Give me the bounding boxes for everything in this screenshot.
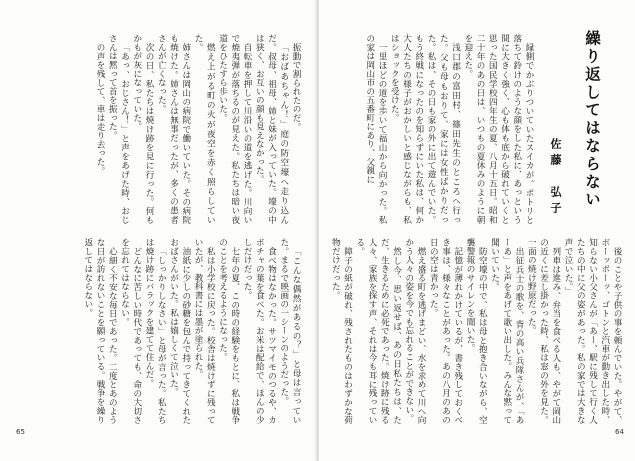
paragraph: 「こんな偶然があるの？」と母は言っていた。まるで映画の一シーンのようだった。: [278, 238, 301, 424]
paragraph: 自転車を押して川沿いの道を逃げた。川向いで焼夷弾が落ちるのが見えた。私たちは暗い夜道をひたすら歩いた。: [217, 34, 252, 224]
paragraph: 障子の紙が破れ、残されたものはわずかな荷物だけだった。: [330, 238, 353, 424]
paragraph: の声を残して、車は走り去った。: [95, 42, 105, 175]
right-page: [319, 0, 635, 461]
author-name: 佐藤 弘子: [549, 138, 562, 218]
paragraph: どんなに苦しい時代であっても、命の大切さを忘れてはならない。: [119, 238, 142, 424]
paragraph: 油紙に少しの砂糖を包んで持ってきてくれたおばさんがいた。私は嬉しくて泣いた。: [168, 238, 191, 424]
paragraph: 然し今、思い返せば、あの日私たちは、ただ、生きるために必死であった。焼け跡に残る人々、家族を探す声、それは今も耳に残っている。: [354, 238, 402, 424]
paragraph: 「あっ、おじさん！」と声をあげた時、おじさんは黙って首を振った。: [107, 34, 130, 224]
paragraph: 姉さんは岡山の病院で働いていた。その病院も焼けた。姉さんは無事だったが、多くの患者さんが亡くなった。: [156, 34, 191, 224]
paragraph: 「しっかりしなさい」と母が言った。私たちは焼け跡にバラックを建てて住んだ。: [144, 238, 167, 424]
paragraph: 食べ物はなかった。サツマイモのつるや、カボチャの葉を食べた。お米は配給で、ほんの少しだけだった。: [242, 238, 277, 424]
paragraph: 次の日、私たちは焼け跡を見に行った。何もかもが灰になっていた。: [131, 34, 154, 224]
paragraph: 縁側でかぶりついていたスイカが、ポトリと落ちて鈴けのような顔をした私に、あっという間に大きく強く、心も体も底から破れていくと思った国民学校四年生の夏、八月十五日。昭和二十年のあの日は、いつもの夏休みのように朝を迎えた。: [462, 34, 534, 224]
paragraph: 浅口郡の富田村、篠田先生のところへ行った。父も母もおりて、家には女性ばかりだった。私は、その日も家の外に出て遊んでいた。もう終戦になったのを知らずにいた私は、何か大人たちの様子がおかしいと感じながらも、私はショックを受けた。: [389, 34, 461, 224]
paragraph: 後のことや子供の事を頼んでいた。やがて、ボーッボーッ、ゴトンと汽車が動き出した時、知らない小父さんが「あー、駅に残して行く人たちの中に父の姿があった。私の家では大きな声で泣いた。」: [563, 238, 622, 424]
essay-title: 繰り返してはならない: [583, 30, 601, 209]
paragraph: 燃え上がる町の火が夜空を赤く照らしていた。: [193, 34, 216, 224]
paragraph: 振動で割られたのだ。: [291, 42, 301, 131]
paragraph: 防空壕の中で、私は母と抱き合いながら、空襲警報のサイレンを聞いた。: [465, 238, 488, 424]
page-number-left: 65: [16, 428, 25, 436]
paragraph: 私は小学校に戻った。校舎は焼けずに残っていたが、教科書には墨が塗られた。: [193, 238, 216, 424]
paragraph: 「おばあちゃん！」庭の防空壕へ走り込んだ。叔母、祖母、姉と妹が入っていた。壕の中は狭く、お互いの顔も見えなかった。: [254, 34, 289, 224]
paragraph: 出征兵士の歌を、背の高い兵隊さんが、「あーあ」と声をあげて歌い出した。みんな黙って聞いていた。: [489, 238, 524, 424]
right-page-lower-text: [329, 238, 623, 424]
paragraph: 列車は進み、弁当を食べる人も、やがて岡山の近くに差し掛かった時、私は窓の外を見た。一面の焼け野原だった。: [526, 238, 561, 424]
paragraph: 心細く不安な毎日であった。二度とあのような日が訪れないことを願っている。戦争を繰り返してはならない。: [82, 238, 118, 424]
paragraph: 燃え盛る町を逃げまどい、水を求めて川へ向かう人々の姿を今でも忘れることができない。: [403, 238, 426, 424]
paragraph: 七年の夏、この時の経験をもとに、私は戦争のことを考えるようになった。: [217, 238, 240, 424]
left-page: [0, 0, 316, 461]
page-number-right: 64: [615, 428, 624, 436]
paragraph: 記憶が薄れかけているが、書き残しておくべき事は、様々なことがあった。あの八月のあの日の空は青かった。: [428, 238, 463, 424]
right-page-upper-text: [329, 34, 535, 224]
left-page-lower-text: [16, 238, 302, 424]
paragraph: 一里ほどの道を歩いて福山から向かった。私の家は岡山市の五番町にあり、父親に: [364, 34, 387, 224]
left-page-upper-text: [16, 34, 302, 224]
